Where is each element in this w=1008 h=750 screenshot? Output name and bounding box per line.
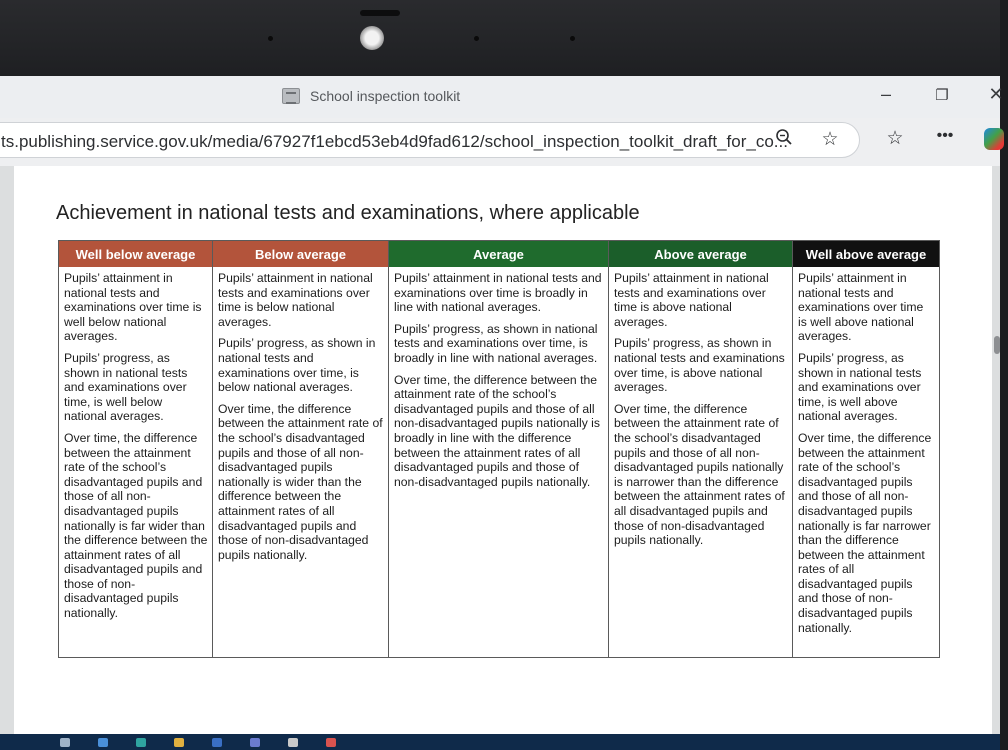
tab-title: School inspection toolkit	[310, 88, 461, 104]
taskbar-app-icon[interactable]	[212, 738, 222, 747]
minimize-button[interactable]: –	[880, 84, 891, 104]
taskbar-app-icon[interactable]	[250, 738, 260, 747]
sensor-dot	[268, 36, 273, 41]
favorites-list-icon[interactable]: ☆	[886, 128, 904, 149]
content-area	[0, 166, 1000, 750]
taskbar-search-icon[interactable]	[60, 738, 70, 747]
webcam-icon	[360, 26, 384, 50]
rubric-column-header: Well above average	[793, 241, 939, 267]
taskbar-folder-icon[interactable]	[174, 738, 184, 747]
title-bar	[0, 76, 1004, 118]
scrollbar-thumb[interactable]	[994, 336, 1000, 354]
taskbar	[0, 734, 1000, 750]
rubric-descriptor: Pupils’ progress, as shown in national tests and examinations over time, is well above national averages.	[798, 350, 922, 424]
rubric-column-body	[389, 267, 608, 489]
rubric-column	[59, 241, 213, 657]
browser-window	[0, 76, 1004, 750]
rubric-descriptor: Pupils’ attainment in national tests and examinations over time is above national averages.	[614, 271, 769, 329]
rubric-descriptor: Over time, the difference between the attainment rate of the school’s disadvantaged pupils and those of all non-disadvantaged pupils nationally is narrower than the difference between the attainment rates of all disadvantaged pupils and those of non-disadvantaged pupils nationally.	[614, 401, 785, 548]
taskbar-app-icon[interactable]	[288, 738, 298, 747]
rubric-descriptor: Over time, the difference between the attainment rate of the school’s disadvantaged pupils and those of all non-disadvantaged pupils nationally is far narrower than the difference between the attainment rates of all disadvantaged pupils and those of non-disadvantaged pupils nationally.	[798, 430, 932, 635]
taskbar-app-icon[interactable]	[98, 738, 108, 747]
rubric-descriptor: Pupils’ progress, as shown in national tests and examinations over time, is below national averages.	[218, 336, 376, 395]
rubric-column-body	[213, 267, 388, 562]
taskbar-app-icon[interactable]	[326, 738, 336, 747]
copilot-icon[interactable]	[984, 128, 1004, 150]
rubric-descriptor: Pupils’ attainment in national tests and examinations over time is broadly in line with national averages.	[394, 271, 602, 315]
rubric-descriptor: Pupils’ progress, as shown in national tests and examinations over time, is above national averages.	[614, 336, 785, 395]
restore-button[interactable]: ❐	[935, 87, 949, 104]
favorite-star-icon[interactable]: ☆	[821, 129, 839, 150]
rubric-column-body	[59, 267, 212, 621]
browser-tab[interactable]	[282, 88, 460, 104]
zoom-icon[interactable]	[771, 128, 797, 152]
rubric-column-body	[793, 267, 939, 635]
rubric-descriptor: Over time, the difference between the attainment rate of the school’s disadvantaged pupils and those of all non-disadvantaged pupils nationally is broadly in line with the difference between the attainment rates of all disadvantaged pupils and those of non-disadvantaged pupils nationally.	[394, 372, 600, 489]
address-bar[interactable]	[0, 122, 860, 158]
site-favicon-icon	[282, 88, 300, 104]
rubric-descriptor: Pupils’ attainment in national tests and examinations over time is well above national averages.	[798, 271, 924, 344]
rubric-descriptor: Pupils’ progress, as shown in national tests and examinations over time, is well below national averages.	[64, 350, 188, 424]
rubric-descriptor: Pupils’ attainment in national tests and examinations over time is well below national averages.	[64, 271, 202, 344]
url-text[interactable]: ts.publishing.service.gov.uk/media/67927f1ebcd53eb4d9fad612/school_inspection_toolkit_draft_for_co...	[1, 132, 788, 151]
rubric-column	[793, 241, 939, 657]
rubric-column	[389, 241, 609, 657]
sensor-dot	[474, 36, 479, 41]
rubric-descriptor: Pupils’ progress, as shown in national tests and examinations over time, is broadly in line with national averages.	[394, 321, 598, 365]
rubric-column-header: Above average	[609, 241, 792, 267]
rubric-column-body	[609, 267, 792, 548]
close-button[interactable]: ✕	[988, 84, 1004, 104]
rubric-column-header: Below average	[213, 241, 388, 267]
rubric-column	[213, 241, 389, 657]
rubric-column	[609, 241, 793, 657]
achievement-rubric-table	[58, 240, 940, 658]
more-menu-icon[interactable]: •••	[936, 127, 954, 144]
section-heading: Achievement in national tests and examinations, where applicable	[56, 202, 640, 224]
taskbar-edge-icon[interactable]	[136, 738, 146, 747]
laptop-bezel	[0, 0, 1000, 78]
sensor-dot	[570, 36, 575, 41]
rubric-descriptor: Over time, the difference between the attainment rate of the school’s disadvantaged pupils and those of all non-disadvantaged pupils nationally is wider than the difference between the attainment rates of all disadvantaged pupils and those of non-disadvantaged pupils nationally.	[218, 401, 383, 562]
pdf-page	[14, 166, 992, 750]
rubric-column-header: Well below average	[59, 241, 212, 267]
camera-strip	[360, 10, 400, 16]
rubric-column-header: Average	[389, 241, 608, 267]
rubric-descriptor: Pupils’ attainment in national tests and examinations over time is below national averages.	[218, 271, 373, 329]
rubric-descriptor: Over time, the difference between the attainment rate of the school’s disadvantaged pupils and those of all non-disadvantaged pupils nationally is far wider than the difference between the attainment rates of all disadvantaged pupils and those of non-disadvantaged pupils nationally.	[64, 430, 208, 621]
